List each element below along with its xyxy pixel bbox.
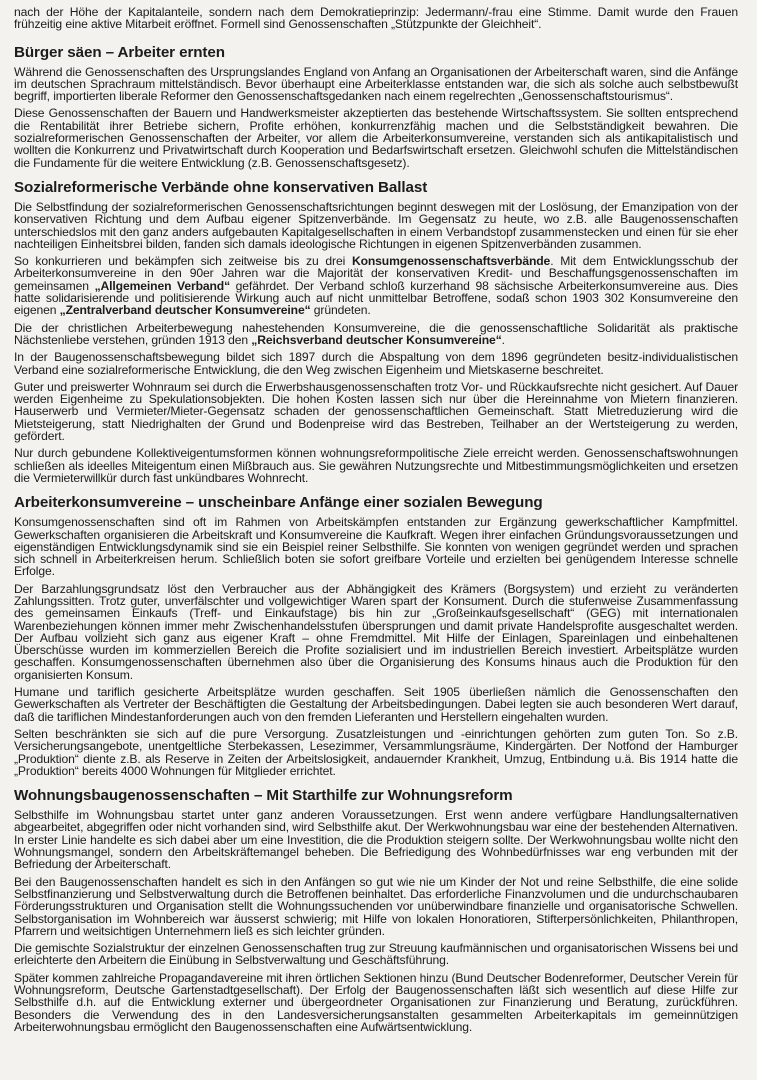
paragraph: In der Baugenossenschaftsbewegung bildet sich 1897 durch die Abspaltung von dem 1896 gegründeten besitz-individualistischen Verband eine sozialreformerische Entwicklung, die den Weg zwischen Eigenheim und Mietskaserne beschreitet. (14, 350, 738, 377)
paragraph: Während die Genossenschaften des Ursprungslandes England von Anfang an Organisationen der Arbeiterschaft waren, sind die Anfänge im deutschen Sprachraum mittelständisch. Bevor überhaupt eine Arbeiterklasse entstanden war, die sich als solche auch selbstbewußt begriff, importierten liberale Reformer den Genossenschaftsgedanken nach einem regelrechten „Genossenschaftstourismus“. (14, 64, 738, 104)
paragraph: Diese Genossenschaften der Bauern und Handwerksmeister akzeptierten das bestehende Wirtschaftssystem. Sie sollten entsprechend die Rentabilität ihrer Betriebe sichern, Profite erhöhen, konkurrenzfähig machen und die Selbstständigkeit bewahren. Die sozialreformerischen Genossenschaften der Arbeiter, vor allem die Arbeiterkonsumvereine, verstanden sich als antikapitalistisch und wollten die Konkurrenz und Privatwirtschaft durch Kooperation und Bedarfswirtschaft ersetzen. Gleichwohl schufen die Mittelständischen die Fundamente für die weitere Entwicklung (z.B. Genossenschaftsgesetz). (14, 106, 738, 170)
intro-paragraph: nach der Höhe der Kapitalanteile, sondern nach dem Demokratieprinzip: Jedermann/-frau eine Stimme. Damit wurde den Frauen frühzeitig eine aktive Mitarbeit eröffnet. Formell sind Genossenschaften „Stützpunkte der Gleichheit“. (14, 5, 738, 32)
paragraph: Humane und tariflich gesicherte Arbeitsplätze wurden geschaffen. Seit 1905 überließen nämlich die Genossenschaften den Gewerkschaften als Vertreter der Beschäftigten die Gestaltung der Arbeitsbedingungen. Dabei legten sie auch besonderen Wert darauf, daß die tariflichen Mindestanforderungen auch von den fremden Lieferanten und Herstellern eingehalten wurden. (14, 685, 738, 724)
paragraph: Konsumgenossenschaften sind oft im Rahmen von Arbeitskämpfen entstanden zur Ergänzung gewerkschaftlicher Kampfmittel. Gewerkschaften organisieren die Arbeitskraft und Konsumvereine die Kaufkraft. Wegen ihrer einfachen Gründungsvoraussetzungen und eigenständigen Entwicklungsdynamik sind sie ein Beispiel reiner Selbsthilfe. Sie konnten von wenigen gegründet werden und sprachen sich schnell in Arbeiterkreisen herum. Schließlich boten sie sofort greifbare Vorteile und erzielten bei genügendem Interesse schnelle Erfolge. (14, 515, 738, 579)
paragraph: Die gemischte Sozialstruktur der einzelnen Genossenschaften trug zur Streuung kaufmännischen und organisatorischen Wissens bei und erleichterte den Arbeitern die Einübung in Selbstverwaltung und Geschäftsführung. (14, 941, 738, 968)
paragraph: Selbsthilfe im Wohnungsbau startet unter ganz anderen Voraussetzungen. Erst wenn andere verfügbare Handlungsalternativen abgearbeitet, abgegriffen oder nicht vorhanden sind, wird Selbsthilfe akut. Der Werkwohnungsbau war eine der bestehenden Alternativen. In erster Linie handelte es sich dabei aber um eine Investition, die die Produktion steigern sollte. Der Werkwohnungsbau wollte nicht den Wohnungsmangel, sondern den Arbeitskräftemangel beheben. Die Befriedigung des Wohnbedürfnisses war eng verbunden mit der Befriedung der Arbeiterschaft. (14, 808, 738, 872)
heading-arbeiterkonsumvereine: Arbeiterkonsumvereine – unscheinbare Anfänge einer sozialen Bewegung (14, 494, 543, 512)
heading-wohnungsbaugenossenschaften: Wohnungsbaugenossenschaften – Mit Starthilfe zur Wohnungsreform (14, 787, 513, 805)
paragraph (14, 322, 738, 347)
paragraph: Die Selbstfindung der sozialreformerischen Genossenschaftsrichtungen beginnt deswegen mit der Loslösung, der Emanzipation von der konservativen Richtung und dem Aufbau eigener Spitzenverbände. Im Gegensatz zu heute, wo z.B. alle Baugenossenschaften unterschiedslos mit den ganz anders aufgebauten Kapitalgesellschaften in einem Verbandstopf zusammenstecken und einen für sie eher nachteiligen Einheitsbrei bilden, fanden sich damals ideologische Richtungen in eigenen Spitzenverbänden zusammen. (14, 199, 738, 251)
text: gefährdet. Der Verband schloß kurzerhand 98 sächsische Arbeiterkonsumvereine aus. Dies hatte solidarisierende und politisierende Wirkung auch auf nicht unmittelbar Betroffene, sodaß schon 1903 302 Konsumvereine den eigenen (14, 278, 738, 318)
text: gründeten. (310, 303, 371, 318)
text: . (501, 332, 505, 347)
bold-term: „Zentralverband deutscher Konsumvereine“ (59, 303, 311, 318)
paragraph: Selten beschränkten sie sich auf die pure Versorgung. Zusatzleistungen und -einrichtungen gehörten zum guten Ton. So z.B. Versicherungsangebote, unentgeltliche Sterbekassen, Lesezimmer, Versammlungsräume, Kindergärten. Der Notfond der Hamburger „Produktion“ diente z.B. als Reserve in Zeiten der Arbeitslosigkeit, andauernder Krankheit, Umzug, Entbindung u.ä. Bis 1914 hatte die „Produktion“ bereits 4000 Wohnungen für Mitglieder errichtet. (14, 726, 738, 778)
text: Die der christlichen Arbeiterbewegung nahestehenden Konsumvereine, die die genossenschaftliche Solidarität als praktische Nächstenliebe verstehen, gründen 1913 den (14, 320, 738, 347)
paragraph: Bei den Baugenossenschaften handelt es sich in den Anfängen so gut wie nie um Kinder der Not und reine Selbsthilfe, die eine solide Selbstfinanzierung und Selbstverwaltung durch die Betroffenen beinhaltet. Das erforderliche Finanzvolumen und die undurchschaubaren Förderungsstrukturen und Organisation stellt die Wohnungssuchenden vor unüberwindbare finanzielle und organisatorische Schwellen. Selbstorganisation im Wohnbereich war äusserst schwierig; mit Hilfe von lokalen Honoratioren, Stifterpersönlichkeiten, Philanthropen, Pfarrern und weitsichtigen Unternehmern ließ es sich leichter gründen. (14, 874, 738, 938)
paragraph: Nur durch gebundene Kollektiveigentumsformen können wohnungsreformpolitische Ziele erreicht werden. Genossenschaftswohnungen schließen als ideelles Miteigentum einen Mißbrauch aus. Sie gewähren Nutzungsrechte und Mitbestimmungsmöglichkeiten und ersetzen die Vermieterwillkür durch fast unkündbares Wohnrecht. (14, 446, 738, 485)
text: . Mit dem Entwicklungsschub der Arbeiterkonsumvereine in den 90er Jahren war die Majorität der konservativen Kredit- und Beschaffungsgenossenschaften im gemeinsamen (14, 254, 738, 293)
bold-term: „Allgemeinen Verband“ (94, 278, 231, 293)
paragraph (14, 255, 738, 316)
heading-sozialreformerische-verbaende: Sozialreformerische Verbände ohne konservativen Ballast (14, 178, 428, 196)
text: So konkurrieren und bekämpfen sich zeitweise bis zu drei (14, 254, 352, 269)
bold-term: „Reichsverband deutscher Konsumvereine“ (251, 332, 502, 347)
paragraph: Später kommen zahlreiche Propagandavereine mit ihren örtlichen Sektionen hinzu (Bund Deutscher Bodenreformer, Deutscher Verein für Wohnungsreform, Deutsche Gartenstadtgesellschaft). Der Erfolg der Baugenossenschaften läßt sich wesentlich auf diese Hilfe zur Selbsthilfe d.h. auf die Entwicklung externer und übergeordneter Organisationen zur Finanzierung und Beratung, zurückführen. Besonders die Verwendung des in den Landesversicherungsanstalten gesammelten Arbeiterkapitals im gemeinnützigen Arbeiterwohnungsbau ermöglicht den Baugenossenschaften eine Aufwärtsentwicklung. (14, 970, 738, 1034)
bold-term: Konsumgenossenschaftsverbände (351, 254, 551, 269)
paragraph: Guter und preiswerter Wohnraum sei durch die Erwerbshausgenossenschaften trotz Vor- und Rückkaufsrechte nicht gesichert. Auf Dauer werden Eigenheime zu Spekulationsobjekten. Die hohen Kosten lassen sich nur über die Hereinnahme von Mietern finanzieren. Hauserwerb und Vermieter/Mieter-Gegensatz schaden der genossenschaftlichen Gemeinschaft. Statt Mietreduzierung wird die Mietsteigerung, statt Niedrighalten der Grund und Bodenpreise wird das Bestreben, Teilhaber an der Wertsteigerung zu werden, gefördert. (14, 379, 738, 444)
heading-buerger-saeen: Bürger säen – Arbeiter ernten (14, 43, 225, 61)
paragraph: Der Barzahlungsgrundsatz löst den Verbraucher aus der Abhängigkeit des Krämers (Borgsystem) und erzieht zu veränderten Zahlungssitten. Trotz guter, unverfälschter und vollgewichtiger Waren spart der Konsument. Durch die stufenweise Zusammenfassung des gemeinsamen Einkaufs (Treff- und Einkaufstage) bis hin zur „Großeinkaufsgesellschaft“ (GEG) mit internationalen Warenbeziehungen können immer mehr Zwischenhandelsstufen übersprungen und damit private Handelsprofite ausgeschaltet werden. Der Aufbau vollzieht sich ganz aus eigener Kraft – ohne Fremdmittel. Mit Hilfe der Einlagen, Spareinlagen und einbehaltenen Überschüsse wurden im kommerziellen Bereich die Profite sozialisiert und im industriellen Bereich investiert. Arbeitsplätze wurden geschaffen. Konsumgenossenschaften übernehmen also über die Organisierung des Konsums hinaus auch die Produktion für den organisierten Konsum. (14, 581, 738, 682)
